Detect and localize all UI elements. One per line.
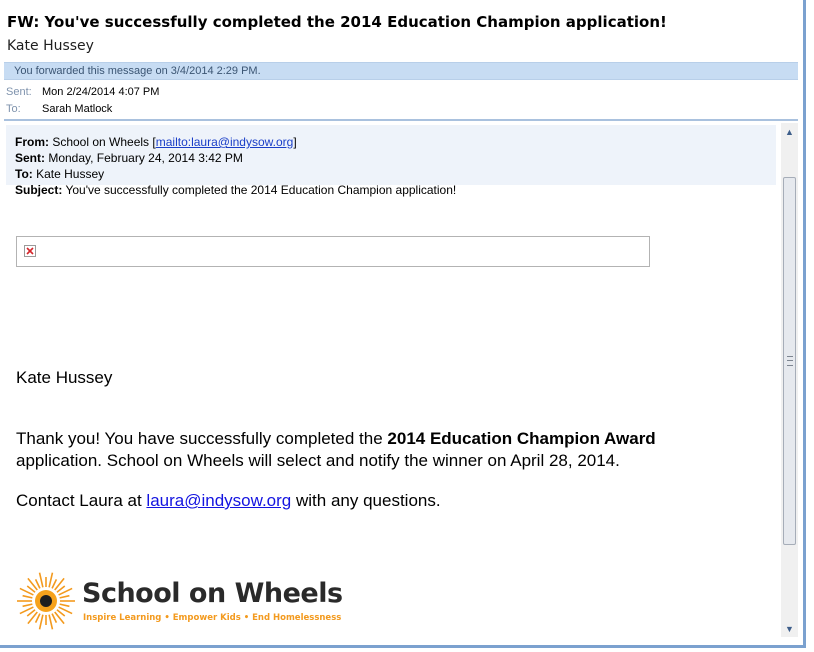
to-recipient[interactable]: Sarah Matlock: [42, 103, 113, 115]
sun-ray: [23, 604, 33, 606]
thanks-paragraph: [16, 428, 736, 472]
school-on-wheels-logo[interactable]: [15, 570, 343, 632]
forwarded-header: [6, 125, 776, 197]
grip-icon: [787, 356, 793, 366]
header-separator: [4, 119, 798, 121]
vertical-scrollbar[interactable]: [781, 123, 798, 637]
info-bar-text: You forwarded this message on 3/4/2014 2:29 PM.: [14, 65, 261, 77]
forwarded-to: [15, 167, 104, 181]
forwarded-subject-value: You've successfully completed the 2014 Education Champion application!: [62, 183, 457, 197]
forwarded-sent: [15, 151, 243, 165]
contact-email-link[interactable]: laura@indysow.org: [146, 491, 292, 510]
to-row: [6, 103, 112, 115]
forwarded-sent-value: Monday, February 24, 2014 3:42 PM: [45, 151, 243, 165]
thanks-text-1: Thank you! You have successfully completed the: [16, 429, 388, 448]
contact-paragraph: [16, 490, 441, 512]
forwarded-from-name: School on Wheels [: [49, 135, 156, 149]
sun-ray: [36, 614, 40, 623]
info-bar[interactable]: [4, 62, 798, 80]
forwarded-from-label: From:: [15, 135, 49, 149]
forwarded-from-close: ]: [293, 135, 297, 149]
sun-ray: [52, 579, 56, 588]
logo-tagline: Inspire Learning • Empower Kids • End Homelessness: [83, 613, 342, 623]
forwarded-subject-label: Subject:: [15, 183, 63, 197]
forwarded-subject: [15, 183, 456, 197]
logo-title: School on Wheels: [82, 578, 343, 609]
image-placeholder-box[interactable]: [16, 236, 650, 267]
award-name: 2014 Education Champion Award: [387, 429, 656, 448]
sun-ray: [40, 573, 43, 588]
message-sender[interactable]: Kate Hussey: [7, 38, 94, 54]
sun-ray: [36, 579, 40, 588]
message-subject: FW: You've successfully completed the 2014 Education Champion application!: [7, 13, 667, 31]
sun-ray: [23, 596, 33, 598]
sent-label: Sent:: [6, 86, 32, 98]
thanks-text-2: application. School on Wheels will select and notify the winner on April 28, 2014.: [16, 451, 620, 470]
forwarded-from-link[interactable]: mailto:laura@indysow.org: [155, 135, 294, 149]
sun-ray: [60, 604, 70, 606]
forwarded-to-value: Kate Hussey: [32, 167, 105, 181]
sent-row: [6, 86, 159, 98]
message-body: [6, 123, 780, 641]
scrollbar-thumb[interactable]: [783, 177, 796, 545]
forwarded-from: [15, 135, 297, 149]
contact-text-1: Contact Laura at: [16, 491, 147, 510]
sun-ray: [49, 615, 52, 630]
contact-text-2: with any questions.: [291, 491, 441, 510]
forwarded-to-label: To:: [15, 167, 33, 181]
forwarded-sent-label: Sent:: [15, 151, 45, 165]
sun-ray: [40, 615, 43, 630]
arrow-down-icon[interactable]: ▼: [785, 623, 794, 634]
sun-ray: [60, 596, 70, 598]
to-label: To:: [6, 103, 21, 115]
broken-image-icon: [24, 245, 36, 257]
sun-icon: [15, 570, 77, 632]
sent-value: Mon 2/24/2014 4:07 PM: [42, 86, 160, 98]
greeting: Kate Hussey: [16, 368, 113, 387]
sun-ray: [52, 614, 56, 623]
sun-ray: [49, 573, 52, 588]
arrow-up-icon[interactable]: ▲: [785, 126, 794, 137]
